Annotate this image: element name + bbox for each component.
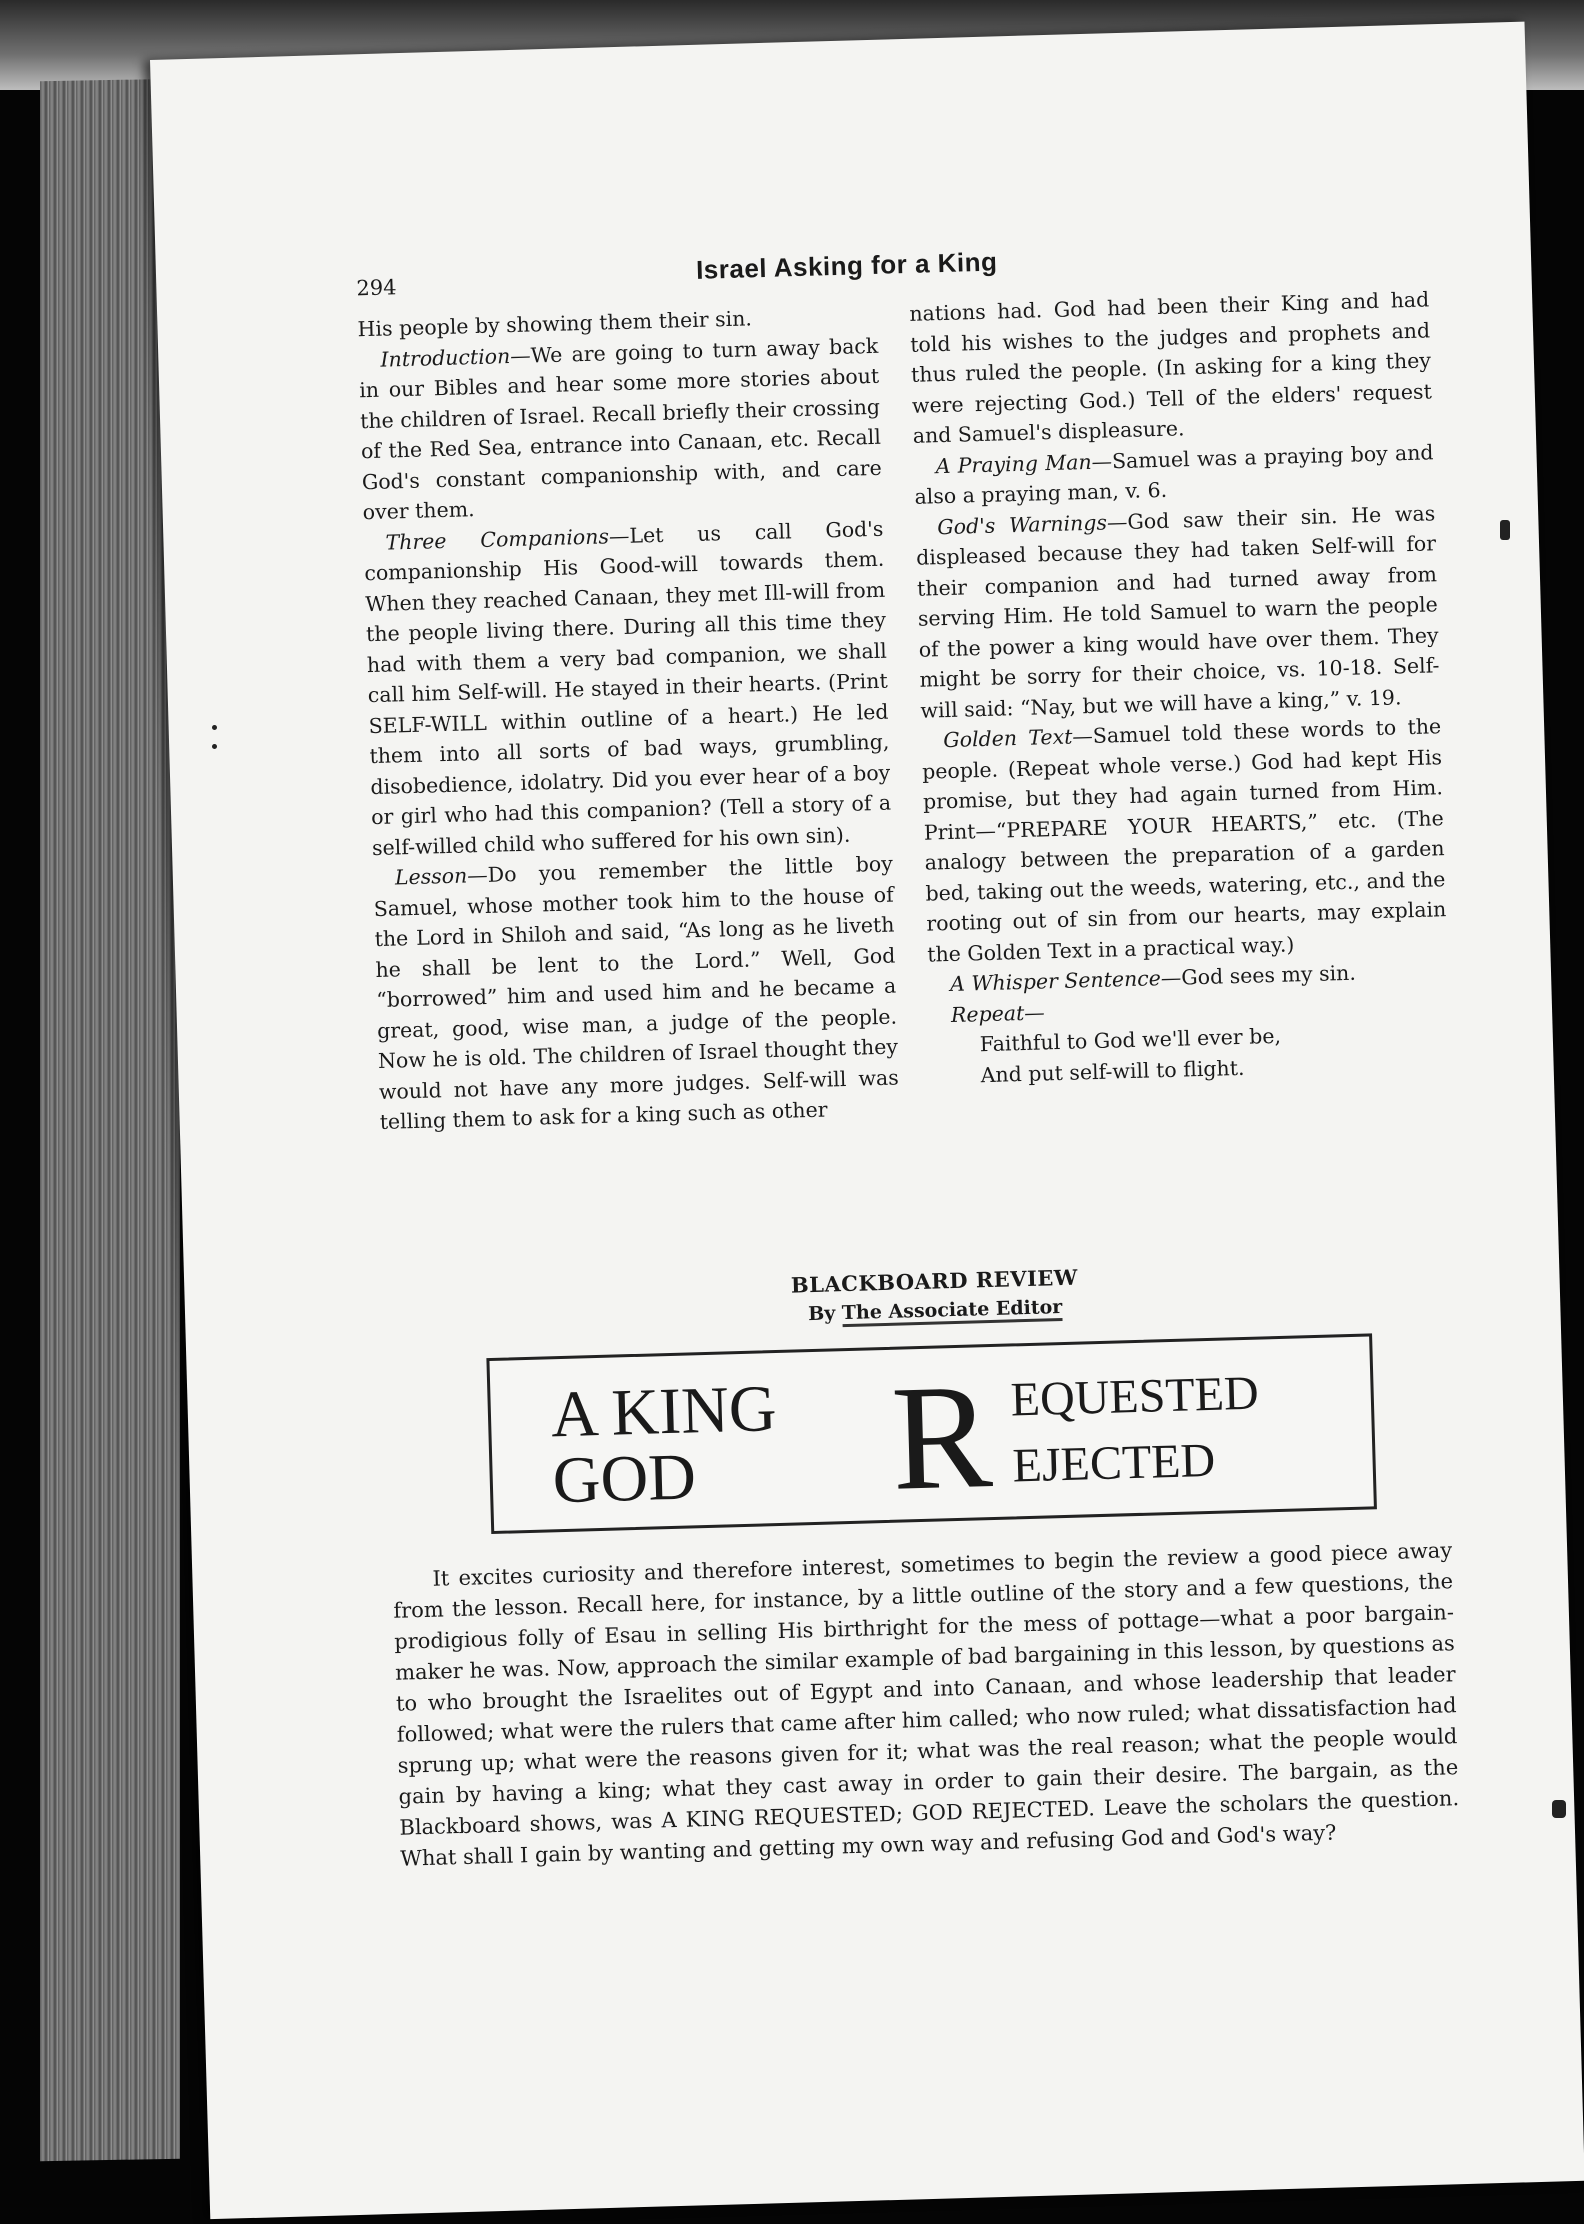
paragraph-text: Samuel was a praying boy and also a praying man, v. 6. [914, 439, 1434, 509]
paragraph-lead: Lesson— [394, 862, 489, 890]
verse-line: And put self-will to flight. [980, 1055, 1245, 1087]
paragraph-text: God sees my sin. [1180, 960, 1357, 990]
blackboard-rejected: EJECTED [1011, 1433, 1216, 1493]
paragraph [915, 498, 1441, 726]
closing-paragraph: It excites curiosity and therefore interest, sometimes to begin the review a good piece away from the lesson. Recall here, for instance, by a little outline of the story and a few questions, the prodigious folly of Esau in selling His birthright for the mess of pottage—what a poor bargain-maker he was. Now, approach the similar example of bad bargaining in this lesson, by questions as to who brought the Israelites out of Egypt and into Canaan, and whose leadership that leader followed; what were the rulers that came after him called; who now ruled; what dissatisfaction had sprung up; what were the reasons given for it; what was the real reason; what the people would gain by having a king; what they cast away in order to gain their desire. The bargain, as the Blackboard shows, was A KING REQUESTED; GOD REJECTED. Leave the scholars the question. What shall I gain by wanting and getting my own way and refusing God and God's way? [393, 1538, 1460, 1871]
paragraph [909, 284, 1433, 451]
paragraph-text: His people by showing them their sin. [357, 306, 753, 342]
running-title: Israel Asking for a King [695, 246, 998, 285]
paragraph-text: Samuel told these words to the people. (Repeat whole verse.) God had kept His promise, but they had again turned from Him. Print—“PREPARE YOUR HEARTS,” etc. (The analogy between the preparation of a garden bed, taking out the weeds, watering, etc., and the rooting out of sin from our hearts, may explain the Golden Text in a practical way.) [921, 714, 1447, 967]
paragraph [373, 849, 900, 1138]
right-column [909, 284, 1451, 1091]
blackboard-line-1: A KING [549, 1372, 778, 1452]
byline-name: The Associate Editor [842, 1296, 1063, 1327]
blackboard-big-letter: R [889, 1353, 995, 1522]
paragraph-lead: A Whisper Sentence— [949, 965, 1182, 997]
page-content [356, 234, 1501, 1875]
blackboard-requested: EQUESTED [1010, 1366, 1260, 1427]
paragraph-lead: Introduction— [380, 342, 532, 372]
paragraph [921, 711, 1448, 969]
paragraph-lead: Three Companions— [385, 523, 630, 555]
paragraph-text: Let us call God's companionship His Good-will towards them. When they reached Canaan, they met Ill-will from the people living there. During all this time they had with them a very bad companion, we shall call him Self-will. He stayed in their hearts. (Print SELF-WILL within outline of a heart.) He led them into all sorts of bad ways, grumbling, disobedience, idolatry. Did you ever hear of a boy or girl who had this companion? (Tell a story of a self-willed child who suffered for his own sin). [364, 516, 892, 860]
margin-mark [1500, 520, 1510, 540]
paragraph [363, 513, 892, 863]
left-column [357, 300, 900, 1138]
review-heading: BLACKBOARD REVIEW [790, 1264, 1079, 1298]
margin-dots [212, 715, 230, 721]
paragraph-lead: A Praying Man— [935, 448, 1113, 478]
verse-line: Faithful to God we'll ever be, [979, 1023, 1282, 1057]
page-number: 294 [356, 275, 397, 301]
paragraph-lead: God's Warnings— [937, 509, 1128, 539]
paragraph-text: We are going to turn away back in our Bibles and hear some more stories about the children of Israel. Recall briefly their crossing of the Red Sea, entrance into Canaan, etc. Recall God's constant companionship with, and care over them. [358, 333, 882, 525]
paragraph-lead: Golden Text— [942, 723, 1094, 753]
margin-mark [1552, 1800, 1566, 1818]
blackboard-box [486, 1333, 1377, 1534]
paragraph-text: God saw their sin. He was displeased because they had taken Self-will for their companion and had turned away from serving Him. He told Samuel to warn the people of the power a king would have over them. They might be sorry for their choice, vs. 10-18. Self-will said: “Nay, but we will have a king,” v. 19. [915, 500, 1440, 723]
paragraph-text: Do you remember the little boy Samuel, whose mother took him to the house of the Lord in Shiloh and said, “As long as he liveth he shall be lent to the Lord.” Well, God “borrowed” him and used him and he became a great, good, wise man, a judge of the people. Now he is old. The children of Israel thought they would not have any more judges. Self-will was telling them to ask for a king such as other [373, 851, 900, 1134]
two-column-text [357, 284, 1483, 1274]
book-page [150, 22, 1584, 2220]
byline-prefix: By [807, 1302, 836, 1326]
paragraph-lead: Repeat— [950, 999, 1046, 1027]
blackboard-line-2: GOD [551, 1440, 697, 1518]
closing-text [392, 1535, 1460, 1874]
paragraph-text: nations had. God had been their King and had told his wishes to the judges and prophets and thus ruled the people. (In asking for a king they were rejecting God.) Tell of the elders' request and Samuel's displeasure. [909, 287, 1433, 448]
paragraph [358, 330, 883, 527]
